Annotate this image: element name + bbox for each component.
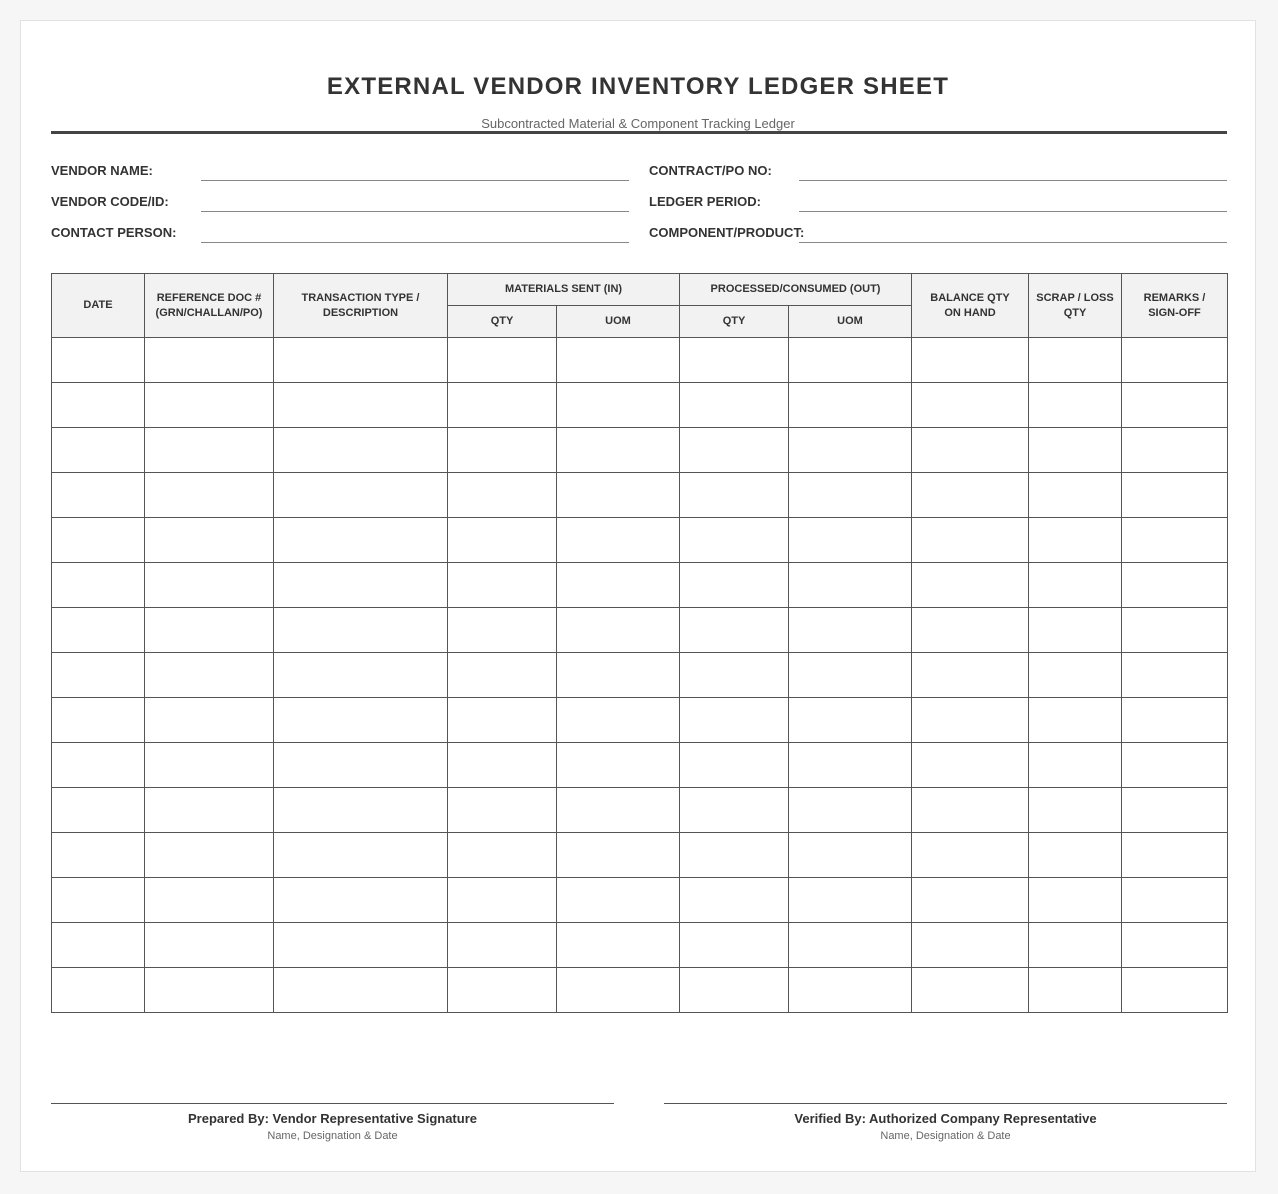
table-cell[interactable] (52, 473, 145, 518)
vendor-code-label: VENDOR CODE/ID: (51, 194, 169, 209)
table-cell[interactable] (274, 473, 448, 518)
table-cell[interactable] (789, 518, 912, 563)
table-row (52, 428, 1228, 473)
table-cell[interactable] (789, 473, 912, 518)
table-cell[interactable] (52, 698, 145, 743)
vendor-name-field[interactable] (201, 180, 629, 181)
table-cell[interactable] (912, 608, 1029, 653)
table-cell[interactable] (912, 788, 1029, 833)
table-cell[interactable] (448, 743, 557, 788)
ledger-period-field[interactable] (799, 211, 1227, 212)
table-cell[interactable] (557, 788, 680, 833)
table-cell[interactable] (52, 518, 145, 563)
table-cell[interactable] (680, 833, 789, 878)
table-cell[interactable] (789, 968, 912, 1013)
table-cell[interactable] (1122, 968, 1228, 1013)
table-cell[interactable] (52, 383, 145, 428)
table-cell[interactable] (52, 653, 145, 698)
table-cell[interactable] (680, 968, 789, 1013)
table-cell[interactable] (1122, 428, 1228, 473)
table-cell[interactable] (789, 563, 912, 608)
table-cell[interactable] (789, 653, 912, 698)
table-cell[interactable] (448, 563, 557, 608)
table-cell[interactable] (145, 788, 274, 833)
col-out-uom: UOM (789, 306, 912, 338)
table-cell[interactable] (52, 428, 145, 473)
table-cell[interactable] (1122, 473, 1228, 518)
table-cell[interactable] (274, 428, 448, 473)
contact-person-field[interactable] (201, 242, 629, 243)
table-cell[interactable] (680, 473, 789, 518)
table-cell[interactable] (52, 563, 145, 608)
table-cell[interactable] (52, 608, 145, 653)
table-cell[interactable] (1029, 428, 1122, 473)
table-cell[interactable] (274, 518, 448, 563)
table-cell[interactable] (145, 563, 274, 608)
table-cell[interactable] (145, 608, 274, 653)
prepared-by-subtitle: Name, Designation & Date (267, 1130, 398, 1142)
verified-by-subtitle: Name, Designation & Date (880, 1130, 1011, 1142)
ledger-period-label: LEDGER PERIOD: (649, 194, 761, 209)
component-product-label: COMPONENT/PRODUCT: (649, 225, 805, 240)
table-cell[interactable] (912, 518, 1029, 563)
contact-person-label: CONTACT PERSON: (51, 225, 177, 240)
table-cell[interactable] (145, 698, 274, 743)
table-cell[interactable] (145, 518, 274, 563)
col-in-qty: QTY (448, 306, 557, 338)
table-cell[interactable] (557, 608, 680, 653)
table-cell[interactable] (1122, 338, 1228, 383)
table-cell[interactable] (1122, 383, 1228, 428)
table-cell[interactable] (912, 428, 1029, 473)
table-cell[interactable] (1029, 473, 1122, 518)
table-cell[interactable] (789, 383, 912, 428)
table-cell[interactable] (789, 698, 912, 743)
table-cell[interactable] (557, 563, 680, 608)
table-cell[interactable] (557, 653, 680, 698)
table-cell[interactable] (448, 473, 557, 518)
table-cell[interactable] (1029, 383, 1122, 428)
col-out-qty: QTY (680, 306, 789, 338)
table-cell[interactable] (557, 338, 680, 383)
table-cell[interactable] (1122, 518, 1228, 563)
table-cell[interactable] (274, 968, 448, 1013)
table-cell[interactable] (448, 968, 557, 1013)
table-cell[interactable] (912, 653, 1029, 698)
table-cell[interactable] (680, 518, 789, 563)
col-reference-doc: REFERENCE DOC # (GRN/CHALLAN/PO) (145, 274, 274, 338)
table-cell[interactable] (1029, 608, 1122, 653)
table-cell[interactable] (274, 923, 448, 968)
table-cell[interactable] (1029, 923, 1122, 968)
table-cell[interactable] (680, 608, 789, 653)
table-row (52, 833, 1228, 878)
table-cell[interactable] (145, 968, 274, 1013)
table-cell[interactable] (789, 338, 912, 383)
table-cell[interactable] (912, 473, 1029, 518)
table-cell[interactable] (1122, 698, 1228, 743)
table-cell[interactable] (1029, 653, 1122, 698)
table-cell[interactable] (274, 653, 448, 698)
table-cell[interactable] (1029, 338, 1122, 383)
table-cell[interactable] (912, 338, 1029, 383)
table-cell[interactable] (1029, 743, 1122, 788)
table-cell[interactable] (1122, 923, 1228, 968)
table-row (52, 968, 1228, 1013)
table-cell[interactable] (680, 563, 789, 608)
table-cell[interactable] (680, 743, 789, 788)
table-cell[interactable] (448, 923, 557, 968)
table-cell[interactable] (789, 923, 912, 968)
col-scrap-loss: SCRAP / LOSS QTY (1029, 274, 1122, 338)
table-cell[interactable] (274, 878, 448, 923)
table-cell[interactable] (274, 608, 448, 653)
table-cell[interactable] (680, 788, 789, 833)
table-cell[interactable] (448, 338, 557, 383)
table-cell[interactable] (52, 743, 145, 788)
table-cell[interactable] (789, 788, 912, 833)
table-cell[interactable] (52, 923, 145, 968)
table-cell[interactable] (789, 833, 912, 878)
col-processed-consumed: PROCESSED/CONSUMED (OUT) (680, 274, 912, 306)
prepared-by-title: Prepared By: Vendor Representative Signature (188, 1111, 477, 1126)
table-cell[interactable] (680, 428, 789, 473)
table-cell[interactable] (557, 473, 680, 518)
table-cell[interactable] (448, 833, 557, 878)
table-cell[interactable] (912, 563, 1029, 608)
table-cell[interactable] (1029, 833, 1122, 878)
table-row (52, 518, 1228, 563)
table-cell[interactable] (789, 428, 912, 473)
col-transaction-type: TRANSACTION TYPE / DESCRIPTION (274, 274, 448, 338)
table-cell[interactable] (680, 698, 789, 743)
table-cell[interactable] (145, 338, 274, 383)
table-cell[interactable] (145, 878, 274, 923)
table-cell[interactable] (1029, 563, 1122, 608)
table-cell[interactable] (448, 428, 557, 473)
table-cell[interactable] (1029, 878, 1122, 923)
table-cell[interactable] (448, 383, 557, 428)
table-cell[interactable] (1029, 698, 1122, 743)
table-cell[interactable] (274, 698, 448, 743)
table-row (52, 788, 1228, 833)
table-row (52, 698, 1228, 743)
table-row (52, 923, 1228, 968)
table-cell[interactable] (145, 428, 274, 473)
table-cell[interactable] (680, 878, 789, 923)
table-row (52, 608, 1228, 653)
table-row (52, 338, 1228, 383)
table-row (52, 878, 1228, 923)
verified-signature-line[interactable] (664, 1103, 1227, 1104)
table-row (52, 563, 1228, 608)
table-cell[interactable] (680, 923, 789, 968)
table-cell[interactable] (448, 653, 557, 698)
table-cell[interactable] (145, 383, 274, 428)
col-remarks: REMARKS / SIGN-OFF (1122, 274, 1228, 338)
table-cell[interactable] (448, 608, 557, 653)
table-cell[interactable] (680, 653, 789, 698)
table-cell[interactable] (274, 563, 448, 608)
table-row (52, 743, 1228, 788)
table-row (52, 383, 1228, 428)
col-balance-qty: BALANCE QTY ON HAND (912, 274, 1029, 338)
table-cell[interactable] (789, 878, 912, 923)
table-cell[interactable] (448, 788, 557, 833)
ledger-table (51, 273, 1228, 1013)
table-cell[interactable] (274, 383, 448, 428)
table-cell[interactable] (912, 878, 1029, 923)
table-cell[interactable] (52, 788, 145, 833)
table-cell[interactable] (557, 743, 680, 788)
table-cell[interactable] (557, 698, 680, 743)
table-cell[interactable] (1122, 608, 1228, 653)
table-cell[interactable] (52, 878, 145, 923)
page-subtitle: Subcontracted Material & Component Tracking Ledger (481, 116, 795, 131)
table-cell[interactable] (448, 698, 557, 743)
table-cell[interactable] (557, 968, 680, 1013)
vendor-code-field[interactable] (201, 211, 629, 212)
table-cell[interactable] (1029, 518, 1122, 563)
component-product-field[interactable] (799, 242, 1227, 243)
table-cell[interactable] (912, 698, 1029, 743)
table-cell[interactable] (1122, 563, 1228, 608)
table-cell[interactable] (680, 383, 789, 428)
page-title: EXTERNAL VENDOR INVENTORY LEDGER SHEET (326, 73, 950, 100)
table-cell[interactable] (912, 968, 1029, 1013)
table-cell[interactable] (912, 383, 1029, 428)
table-cell[interactable] (145, 923, 274, 968)
table-cell[interactable] (274, 833, 448, 878)
table-row (52, 653, 1228, 698)
table-cell[interactable] (145, 653, 274, 698)
table-cell[interactable] (1029, 968, 1122, 1013)
table-cell[interactable] (557, 428, 680, 473)
col-in-uom: UOM (557, 306, 680, 338)
table-cell[interactable] (912, 743, 1029, 788)
table-cell[interactable] (1122, 788, 1228, 833)
table-cell[interactable] (557, 833, 680, 878)
table-cell[interactable] (274, 338, 448, 383)
table-cell[interactable] (912, 833, 1029, 878)
table-cell[interactable] (274, 788, 448, 833)
table-cell[interactable] (789, 743, 912, 788)
contract-po-field[interactable] (799, 180, 1227, 181)
table-cell[interactable] (448, 518, 557, 563)
table-cell[interactable] (1122, 878, 1228, 923)
table-cell[interactable] (912, 923, 1029, 968)
header-divider (51, 131, 1227, 134)
table-cell[interactable] (1029, 788, 1122, 833)
table-cell[interactable] (557, 923, 680, 968)
table-cell[interactable] (52, 338, 145, 383)
table-cell[interactable] (145, 473, 274, 518)
table-cell[interactable] (448, 878, 557, 923)
col-materials-sent: MATERIALS SENT (IN) (448, 274, 680, 306)
table-row (52, 473, 1228, 518)
table-cell[interactable] (680, 338, 789, 383)
prepared-signature-line[interactable] (51, 1103, 614, 1104)
ledger-sheet (20, 20, 1256, 1172)
table-cell[interactable] (557, 383, 680, 428)
ledger-body (52, 338, 1228, 1013)
vendor-name-label: VENDOR NAME: (51, 163, 153, 178)
verified-by-title: Verified By: Authorized Company Representative (794, 1111, 1097, 1126)
table-cell[interactable] (1122, 833, 1228, 878)
table-cell[interactable] (145, 833, 274, 878)
table-cell[interactable] (274, 743, 448, 788)
table-cell[interactable] (789, 608, 912, 653)
table-cell[interactable] (52, 968, 145, 1013)
table-cell[interactable] (145, 743, 274, 788)
table-cell[interactable] (557, 518, 680, 563)
table-cell[interactable] (1122, 653, 1228, 698)
contract-po-label: CONTRACT/PO NO: (649, 163, 772, 178)
table-cell[interactable] (1122, 743, 1228, 788)
col-date: DATE (52, 274, 145, 338)
table-cell[interactable] (557, 878, 680, 923)
table-cell[interactable] (52, 833, 145, 878)
